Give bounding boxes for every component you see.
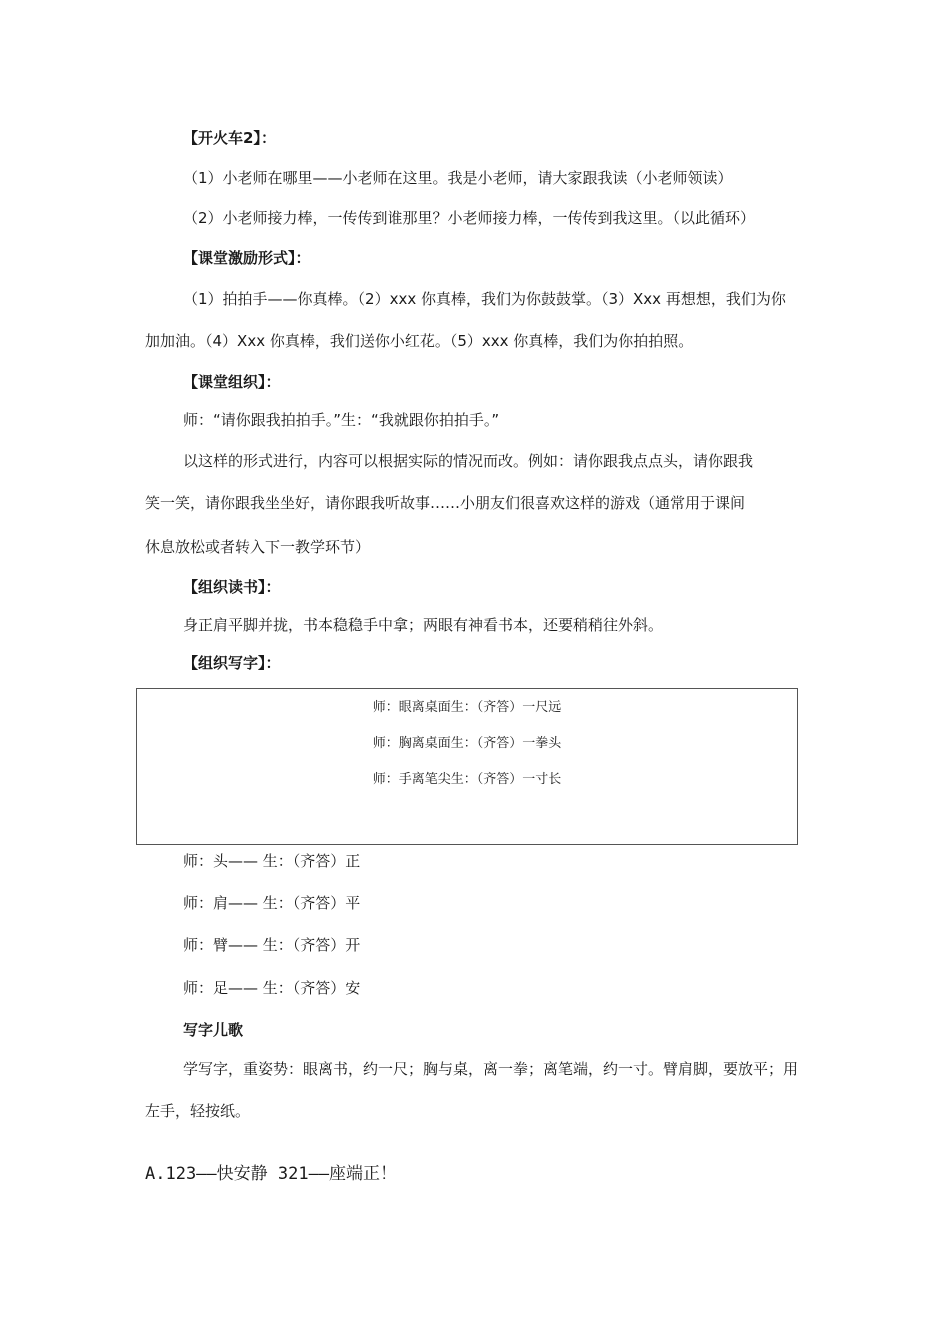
final-line: A.123——快安静 321——座端正！ [145,1164,398,1184]
posture-box [136,688,798,845]
call-response-line: 师：足—— 生：（齐答）安 [183,979,361,997]
incentive-line-2: 加加油。（4）Xxx 你真棒，我们送你小红花。（5）xxx 你真棒，我们为你拍拍照。 [145,332,694,350]
train-heading: 【开火车2】： [183,129,276,147]
train-item-2: （2）小老师接力棒，一传传到谁那里？小老师接力棒，一传传到我这里。（以此循环） [183,209,756,227]
org-heading: 【课堂组织】： [183,373,281,391]
call-response-line: 师：臂—— 生：（齐答）开 [183,936,361,954]
box-line: 师：眼离桌面生：（齐答）一尺远 [372,700,562,715]
org-line-4: 休息放松或者转入下一教学环节） [145,538,371,556]
reading-heading: 【组织读书】： [183,578,281,596]
call-response-line: 师：肩—— 生：（齐答）平 [183,894,361,912]
incentive-heading: 【课堂激励形式】： [183,249,311,267]
org-line-1: 师：“请你跟我拍拍手。”生：“我就跟你拍拍手。” [183,411,500,429]
song-line-2: 左手，轻按纸。 [145,1102,251,1120]
box-line: 师：胸离桌面生：（齐答）一拳头 [372,736,562,751]
train-item-1: （1）小老师在哪里——小老师在这里。我是小老师，请大家跟我读（小老师领读） [183,169,733,187]
reading-line: 身正肩平脚并拢，书本稳稳手中拿；两眼有神看书本，还要稍稍往外斜。 [183,616,664,634]
incentive-line-1: （1）拍拍手——你真棒。（2）xxx 你真棒，我们为你鼓鼓掌。（3）Xxx 再想想，我们为你 [183,290,786,308]
song-heading: 写字儿歌 [183,1021,244,1039]
box-line: 师：手离笔尖生：（齐答）一寸长 [372,772,562,787]
writing-heading: 【组织写字】： [183,654,281,672]
song-line-1: 学写字，重姿势：眼离书，约一尺；胸与桌，离一拳；离笔端，约一寸。臂肩脚，要放平；用 [183,1060,799,1078]
org-line-2: 以这样的形式进行，内容可以根据实际的情况而改。例如：请你跟我点点头，请你跟我 [183,452,754,470]
org-line-3: 笑一笑，请你跟我坐坐好，请你跟我听故事……小朋友们很喜欢这样的游戏（通常用于课间 [145,494,746,512]
call-response-line: 师：头—— 生：（齐答）正 [183,852,361,870]
